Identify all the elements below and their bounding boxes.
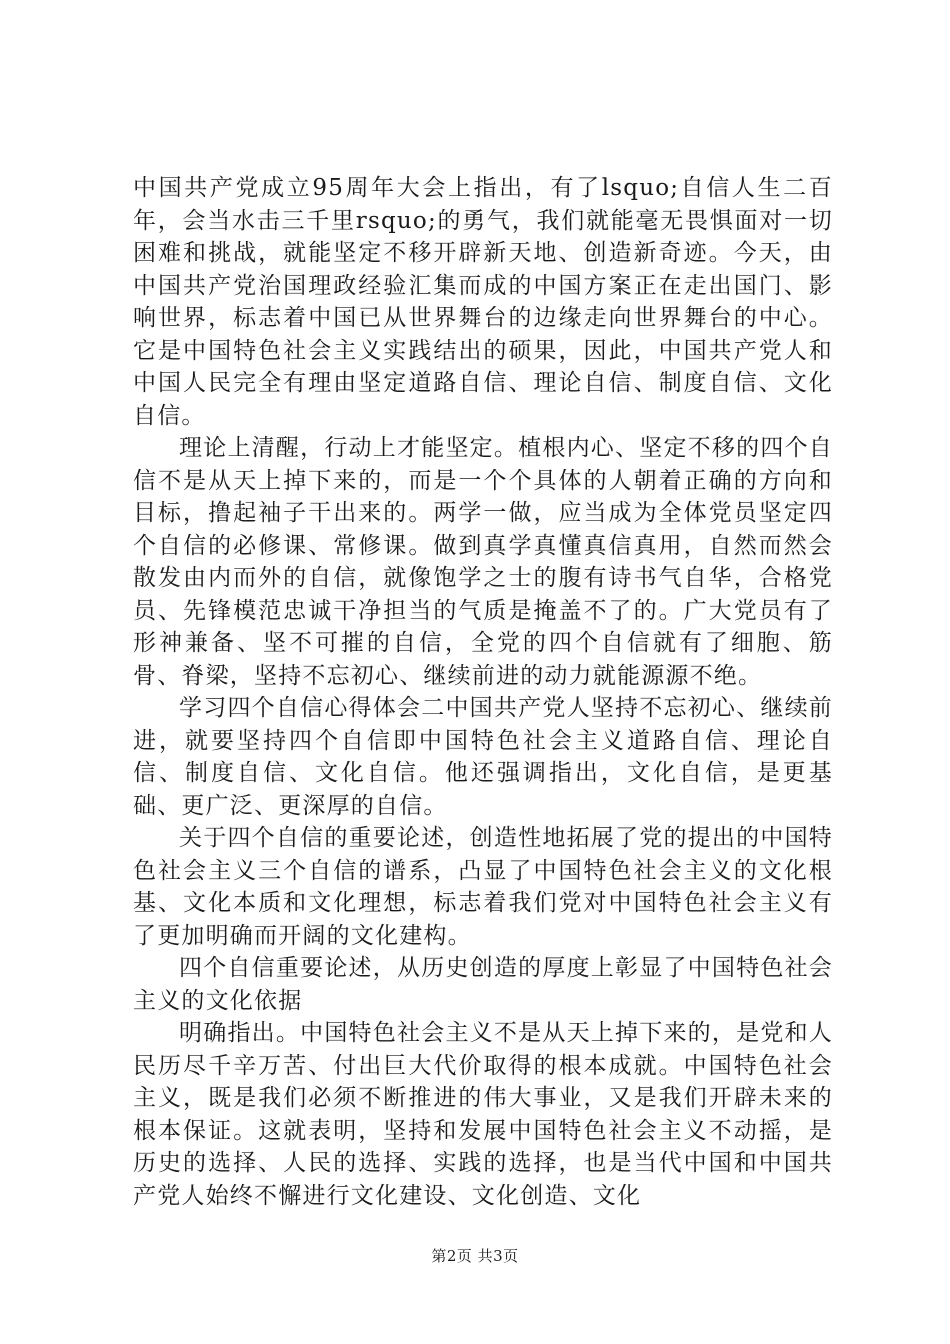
paragraph: 理论上清醒，行动上才能坚定。植根内心、坚定不移的四个自信不是从天上掉下来的，而是一个个具体的人朝着正确的方向和目标，撸起袖子干出来的。两学一做，应当成为全体党员坚定四个自信的必修课、常修课。做到真学真懂真信真用，自然而然会散发由内而外的自信，就像饱学之士的腹有诗书气自华，合格党员、先锋模范忠诚干净担当的气质是掩盖不了的。广大党员有了形神兼备、坚不可摧的自信，全党的四个自信就有了细胞、筋骨、脊梁，坚持不忘初心、继续前进的动力就能源源不绝。: [133, 435, 833, 689]
paragraph: 四个自信重要论述，从历史创造的厚度上彰显了中国特色社会主义的文化依据: [133, 955, 833, 1014]
paragraph: 学习四个自信心得体会二中国共产党人坚持不忘初心、继续前进，就要坚持四个自信即中国特色社会主义道路自信、理论自信、制度自信、文化自信。他还强调指出，文化自信，是更基础、更广泛、更深厚的自信。: [133, 695, 833, 819]
paragraph: 中国共产党成立95周年大会上指出，有了lsquo;自信人生二百年，会当水击三千里rsquo;的勇气，我们就能毫无畏惧面对一切困难和挑战，就能坚定不移开辟新天地、创造新奇迹。今天，由中国共产党治国理政经验汇集而成的中国方案正在走出国门、影响世界，标志着中国已从世界舞台的边缘走向世界舞台的中心。它是中国特色社会主义实践结出的硕果，因此，中国共产党人和中国人民完全有理由坚定道路自信、理论自信、制度自信、文化自信。: [133, 175, 833, 429]
paragraph: 明确指出。中国特色社会主义不是从天上掉下来的，是党和人民历尽千辛万苦、付出巨大代价取得的根本成就。中国特色社会主义，既是我们必须不断推进的伟大事业，又是我们开辟未来的根本保证。这就表明，坚持和发展中国特色社会主义不动摇，是历史的选择、人民的选择、实践的选择，也是当代中国和中国共产党人始终不懈进行文化建设、文化创造、文化: [133, 1020, 833, 1209]
page-number-footer: 第2页 共3页: [431, 1247, 519, 1265]
document-body: [133, 172, 833, 1212]
paragraph: 关于四个自信的重要论述，创造性地拓展了党的提出的中国特色社会主义三个自信的谱系，凸显了中国特色社会主义的文化根基、文化本质和文化理想，标志着我们党对中国特色社会主义有了更加明确而开阔的文化建构。: [133, 825, 833, 949]
